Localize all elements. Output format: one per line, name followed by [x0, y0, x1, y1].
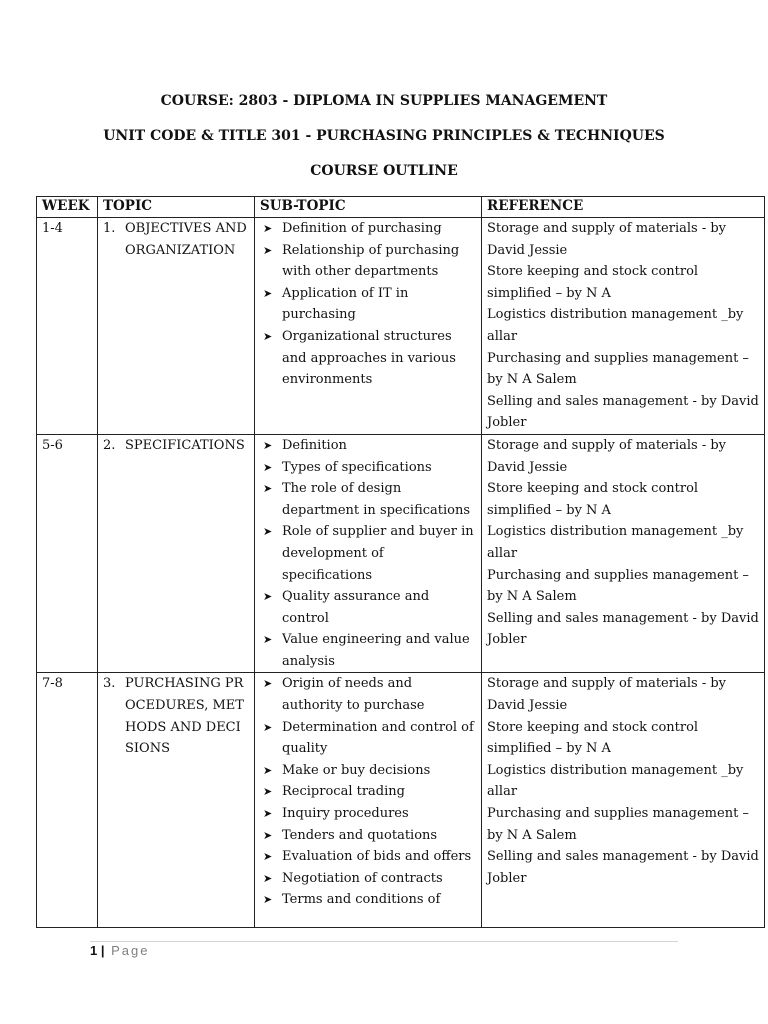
- subtopic-cell: [255, 673, 482, 928]
- subtopic-list: [260, 435, 476, 673]
- subtopic-cell: [255, 434, 482, 673]
- week-cell: 7-8: [37, 673, 98, 928]
- table-row: [37, 673, 765, 928]
- subtopic-item: ➤ Determination and control of quality: [260, 717, 476, 760]
- reference-item: Selling and sales management - by David Jobler: [487, 849, 759, 886]
- reference-item: Storage and supply of materials - by David Jessie: [487, 221, 727, 258]
- topic-cell: [98, 218, 255, 435]
- header-subtopic: SUB-TOPIC: [255, 197, 482, 218]
- footer-rule: [90, 941, 678, 942]
- reference-cell: [482, 434, 765, 673]
- topic-title: PURCHASING PROCEDURES, METHODS AND DECISIONS: [125, 676, 244, 757]
- reference-item: Purchasing and supplies management – by N A Salem: [487, 806, 749, 843]
- subtopic-item: ➤ Application of IT in purchasing: [260, 283, 476, 326]
- subtopic-item: ➤ Origin of needs and authority to purchase: [260, 673, 476, 716]
- outline-heading: COURSE OUTLINE: [310, 163, 458, 179]
- subtopic-list: [260, 218, 476, 391]
- subtopic-item: ➤ The role of design department in specifications: [260, 478, 476, 521]
- topic-cell: [98, 673, 255, 928]
- topic-title: SPECIFICATIONS: [125, 437, 245, 453]
- table-row: [37, 434, 765, 673]
- course-heading: COURSE: 2803 - DIPLOMA IN SUPPLIES MANAGEMENT: [160, 93, 608, 109]
- subtopic-item: ➤ Types of specifications: [260, 457, 476, 479]
- topic-title: OBJECTIVES AND ORGANIZATION: [125, 221, 247, 258]
- reference-cell: [482, 218, 765, 435]
- unit-heading: UNIT CODE & TITLE 301 - PURCHASING PRINCIPLES & TECHNIQUES: [103, 128, 665, 144]
- subtopic-item: ➤ Relationship of purchasing with other departments: [260, 240, 476, 283]
- subtopic-item: ➤ Make or buy decisions: [260, 760, 476, 782]
- reference-item: Selling and sales management - by David Jobler: [487, 610, 759, 648]
- subtopic-cell: [255, 218, 482, 435]
- page-word: Page: [111, 943, 150, 958]
- table-row: [37, 218, 765, 435]
- topic-cell: [98, 434, 255, 673]
- reference-item: Logistics distribution management _by allar: [487, 524, 744, 561]
- subtopic-item: ➤ Reciprocal trading: [260, 781, 476, 803]
- reference-item: Selling and sales management - by David Jobler: [487, 393, 759, 431]
- topic-number: 1.: [103, 221, 116, 236]
- subtopic-item: ➤ Negotiation of contracts: [260, 868, 476, 890]
- page-separator: |: [100, 943, 105, 958]
- reference-item: Purchasing and supplies management – by N A Salem: [487, 350, 749, 388]
- reference-item: Logistics distribution management _by allar: [487, 762, 744, 800]
- page-footer: [90, 943, 150, 958]
- subtopic-item: ➤ Quality assurance and control: [260, 586, 476, 629]
- reference-item: Purchasing and supplies management – by N A Salem: [487, 567, 749, 605]
- reference-item: Logistics distribution management _by allar: [487, 307, 744, 344]
- topic-number: 3.: [103, 676, 116, 692]
- subtopic-list: [260, 673, 476, 911]
- subtopic-item: ➤ Definition of purchasing: [260, 218, 476, 240]
- reference-item: Storage and supply of materials - by David Jessie: [487, 676, 727, 714]
- header-reference: REFERENCE: [482, 197, 765, 218]
- week-cell: 5-6: [37, 434, 98, 673]
- reference-cell: [482, 673, 765, 928]
- subtopic-item: ➤ Organizational structures and approaches in various environments: [260, 326, 476, 391]
- reference-item: Store keeping and stock control simplified – by N A: [487, 481, 699, 518]
- page-number: 1: [90, 943, 98, 958]
- subtopic-item: ➤ Terms and conditions of: [260, 889, 476, 911]
- subtopic-item: ➤ Role of supplier and buyer in development of specifications: [260, 521, 476, 586]
- subtopic-item: ➤ Value engineering and value analysis: [260, 629, 476, 672]
- subtopic-item: ➤ Tenders and quotations: [260, 825, 476, 847]
- course-outline-table: [36, 196, 765, 928]
- table-header-row: [37, 197, 765, 218]
- reference-item: Store keeping and stock control simplified – by N A: [487, 264, 699, 301]
- subtopic-item: ➤ Inquiry procedures: [260, 803, 476, 825]
- subtopic-item: ➤ Evaluation of bids and offers: [260, 846, 476, 868]
- subtopic-item: ➤ Definition: [260, 435, 476, 457]
- topic-number: 2.: [103, 437, 116, 453]
- header-week: WEEK: [37, 197, 98, 218]
- reference-item: Storage and supply of materials - by David Jessie: [487, 437, 727, 475]
- reference-item: Store keeping and stock control simplified – by N A: [487, 719, 699, 757]
- week-cell: 1-4: [37, 218, 98, 435]
- header-topic: TOPIC: [98, 197, 255, 218]
